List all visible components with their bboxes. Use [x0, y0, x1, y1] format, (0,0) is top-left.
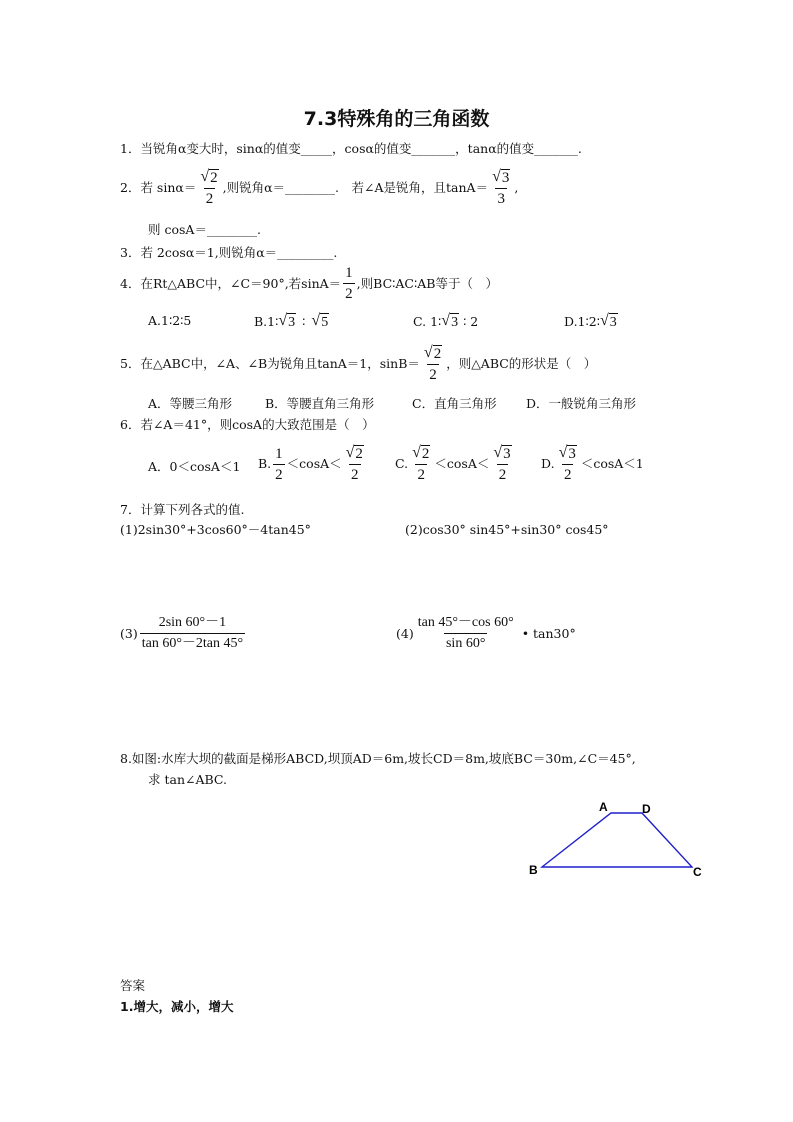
- q5-option-a: A．等腰三角形: [148, 396, 233, 411]
- q7-part-1: (1)2sin30°+3cos60°－4tan45°: [120, 522, 311, 537]
- q4-optc-root: 3: [451, 315, 459, 330]
- q4-optc-pre: C. 1∶: [413, 313, 442, 329]
- q6-optb-f1-den: 2: [273, 464, 285, 484]
- q6-option-d: [541, 444, 644, 484]
- vertex-label-d: D: [642, 802, 651, 816]
- q6-optb-frac1: [273, 445, 285, 484]
- q7-p4-post: • tan30°: [521, 625, 576, 641]
- vertex-label-a: A: [599, 800, 608, 814]
- q6-optc-mid: ＜cosA＜: [434, 456, 490, 471]
- q6-optd-post: ＜cosA＜1: [580, 456, 644, 471]
- q4-option-a: A.1∶2∶5: [148, 313, 192, 328]
- q6-optd-f-num: 3: [568, 446, 576, 462]
- question-2: [120, 168, 518, 208]
- q4-option-c: C. 1∶ √ 3 ∶ 2: [413, 312, 479, 330]
- q7-p3-fraction: [140, 614, 245, 653]
- q5-option-c: C．直角三角形: [412, 396, 497, 411]
- q6-optb-mid: ＜cosA＜: [286, 456, 342, 471]
- q5-pre: 5．在△ABC中，∠A、∠B为锐角且tanA＝1，sinB＝: [120, 356, 420, 371]
- vertex-label-c: C: [693, 865, 702, 879]
- q7-p4-fraction: [416, 614, 516, 653]
- q4-frac-num: 1: [345, 265, 353, 281]
- q5-option-b: B．等腰直角三角形: [265, 396, 375, 411]
- q6-optc-f2-den: 2: [497, 464, 509, 484]
- q4-pre: 4．在Rt△ABC中，∠C＝90°,若sinA＝: [120, 275, 342, 291]
- q7-p4-label: (4): [396, 625, 414, 641]
- q6-option-a: A．0＜cosA＜1: [148, 459, 241, 474]
- q4-fraction: [343, 264, 355, 303]
- q4-option-b: B.1∶ √ 3 ∶ √ 5: [254, 312, 329, 330]
- q6-optc-f1-den: 2: [415, 464, 427, 484]
- q6-optc-f2-num: 3: [503, 446, 511, 462]
- q4-optb-sep: ∶: [302, 313, 306, 329]
- q7-p3-num: 2sin 60°－1: [158, 615, 227, 630]
- q6-optb-pre: B.: [258, 456, 272, 471]
- answer-1: 1.增大，减小，增大: [120, 999, 234, 1014]
- q2-pre: 2．若 sinα＝: [120, 180, 197, 195]
- vertex-label-b: B: [529, 863, 538, 877]
- q6-optd-f-den: 2: [562, 464, 574, 484]
- question-2-line-2: 则 cosA＝________.: [148, 222, 261, 237]
- q7-p3-label: (3): [120, 625, 138, 641]
- q4-option-d: D.1∶2∶ √ 3: [564, 312, 617, 330]
- question-6: 6．若∠A＝41°，则cosA的大致范围是（ ）: [120, 417, 375, 432]
- q2-frac1-num: 2: [210, 170, 218, 186]
- q7-p3-den: tan 60°－2tan 45°: [140, 633, 245, 653]
- trapezoid-abcd: [542, 813, 692, 867]
- q6-optd-frac: √ 3 2: [558, 444, 576, 483]
- q5-frac-num: 2: [433, 346, 442, 362]
- q2-frac2-num: 3: [501, 170, 510, 186]
- q2-frac1-den: 2: [204, 188, 216, 208]
- q4-optd-root: 3: [609, 315, 617, 330]
- q2-fraction-2: √ 3 3: [492, 168, 510, 207]
- q7-part-3: [120, 614, 247, 653]
- question-4: [120, 264, 498, 303]
- q6-option-c: [395, 444, 516, 484]
- q2-frac2-den: 3: [495, 188, 507, 208]
- q7-p4-den: sin 60°: [444, 633, 487, 653]
- q6-option-b: [258, 444, 368, 484]
- answers-heading: 答案: [120, 978, 146, 993]
- q6-optc-frac1: √ 2 2: [412, 444, 430, 483]
- q7-p4-num: tan 45°－cos 60°: [417, 615, 514, 630]
- q7-part-2: (2)cos30° sin45°+sin30° cos45°: [405, 522, 609, 537]
- q4-optb-root1: 3: [288, 315, 296, 330]
- question-7: 7．计算下列各式的值.: [120, 502, 245, 517]
- q5-post: ，则△ABC的形状是（ ）: [446, 356, 597, 371]
- q4-post: ,则BC∶AC∶AB等于（ ）: [356, 275, 498, 291]
- question-3: 3．若 2cosα＝1,则锐角α＝_________.: [120, 245, 338, 260]
- question-5: [120, 344, 596, 384]
- q4-optc-post: ∶ 2: [463, 313, 479, 329]
- q4-optb-pre: B.1∶: [254, 313, 279, 329]
- trapezoid-diagram: [520, 795, 720, 885]
- question-8: 8.如图:水库大坝的截面是梯形ABCD,坝顶AD＝6m,坡长CD＝8m,坡底BC＝30m,∠C＝45°,: [120, 751, 636, 766]
- q4-optb-root2: 5: [321, 315, 329, 330]
- q6-optd-pre: D.: [541, 456, 555, 471]
- page-title: 7.3特殊角的三角函数: [303, 108, 490, 130]
- q5-fraction: √ 2 2: [423, 344, 442, 383]
- q2-mid: ,则锐角α＝________. 若∠A是锐角，且tanA＝: [222, 180, 489, 195]
- q6-optc-f1-num: 2: [421, 446, 430, 462]
- q2-fraction-1: √ 2 2: [200, 168, 218, 207]
- q4-optd-pre: D.1∶2∶: [564, 313, 600, 329]
- q7-part-4: [396, 614, 576, 653]
- q6-optc-frac2: √ 3 2: [493, 444, 511, 483]
- question-1: 1．当锐角α变大时，sinα的值变_____，cosα的值变_______，tanα的值变_______.: [120, 141, 582, 156]
- q6-optc-pre: C.: [395, 456, 409, 471]
- question-8-line-2: 求 tan∠ABC.: [148, 772, 228, 787]
- q6-optb-f1-num: 1: [275, 445, 283, 462]
- q2-post: ,: [514, 180, 519, 195]
- q5-option-d: D．一般锐角三角形: [526, 396, 637, 411]
- q4-frac-den: 2: [343, 283, 355, 303]
- q6-optb-f2-den: 2: [349, 464, 361, 484]
- q6-optb-f2-num: 2: [355, 446, 363, 462]
- q5-frac-den: 2: [427, 364, 439, 384]
- q6-optb-frac2: √ 2 2: [345, 444, 363, 483]
